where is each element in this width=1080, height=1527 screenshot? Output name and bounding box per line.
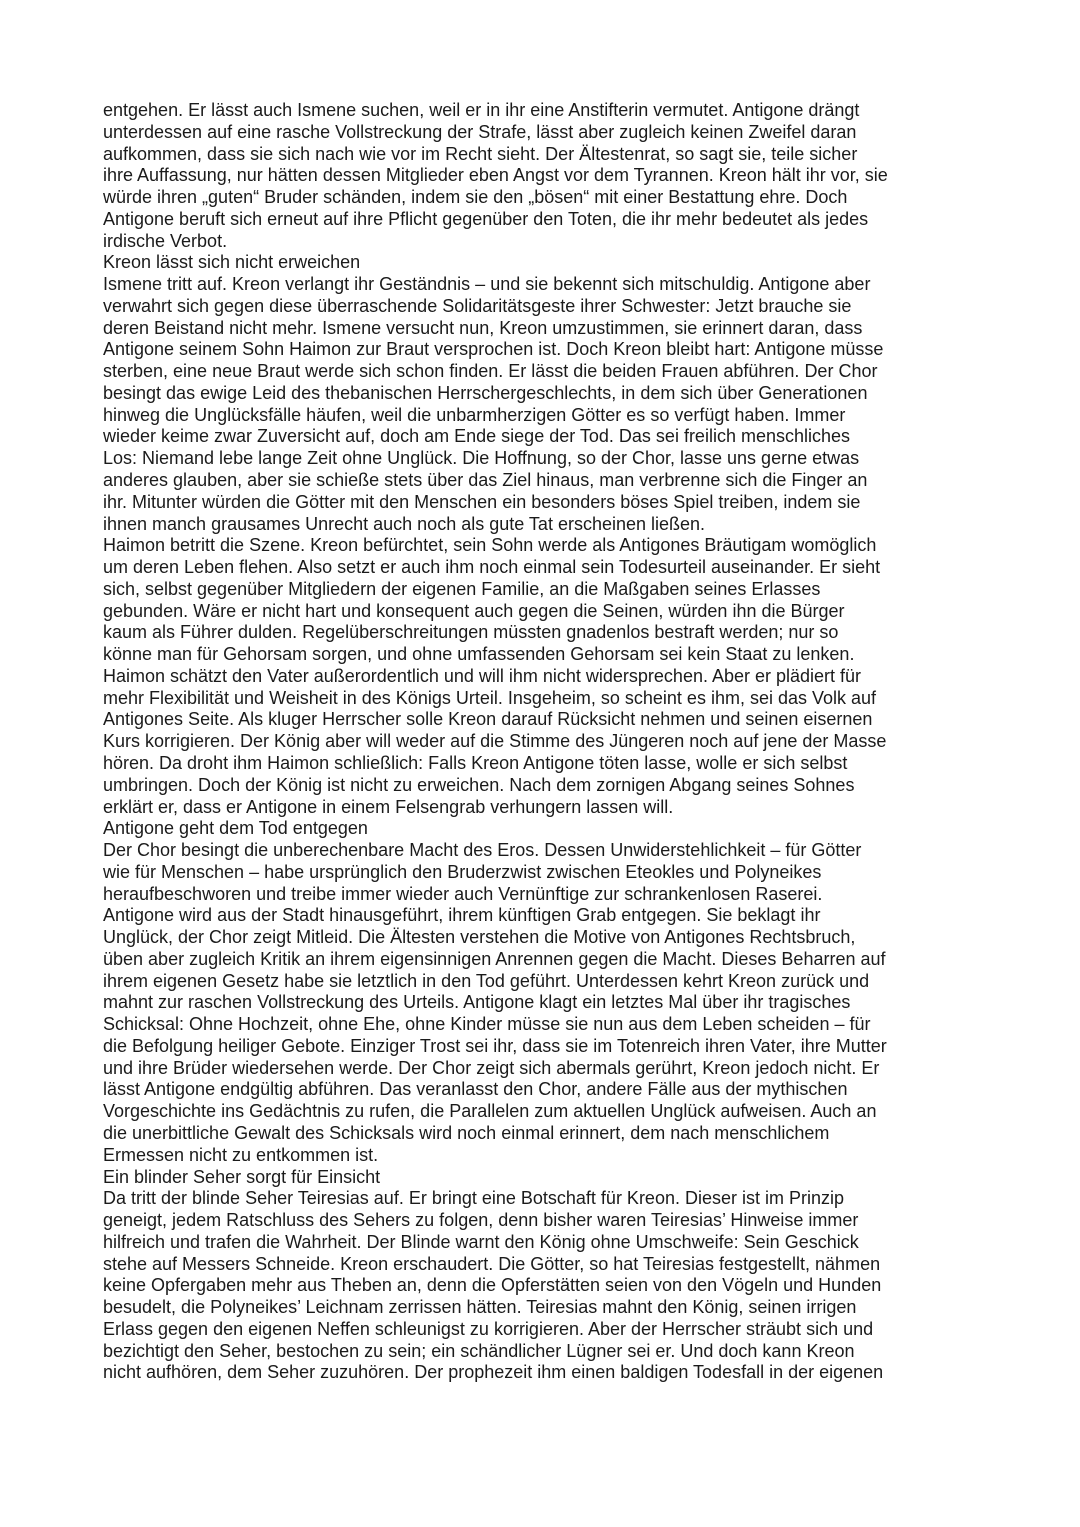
text-line: hinweg die Unglücksfälle häufen, weil die unbarmherzigen Götter es so verfügt haben. Immer: [103, 404, 846, 425]
text-line: mehr Flexibilität und Weisheit in des Königs Urteil. Insgeheim, so scheint es ihm, sei das Volk auf: [103, 687, 877, 708]
text-line: stehe auf Messers Schneide. Kreon erschaudert. Die Götter, so hat Teiresias festgestellt, nähmen: [103, 1253, 881, 1274]
text-line: und ihre Brüder wiedersehen werde. Der Chor zeigt sich abermals gerührt, Kreon jedoch nicht. Er: [103, 1057, 880, 1078]
text-line: Schicksal: Ohne Hochzeit, ohne Ehe, ohne Kinder müsse sie nun aus dem Leben scheiden – für: [103, 1014, 871, 1035]
text-line: geneigt, jedem Ratschluss des Sehers zu folgen, denn bisher waren Teiresias’ Hinweise immer: [103, 1210, 859, 1231]
text-line: Haimon betritt die Szene. Kreon befürchtet, sein Sohn werde als Antigones Bräutigam womöglich: [103, 535, 877, 556]
text-line: lässt Antigone endgültig abführen. Das veranlasst den Chor, andere Fälle aus der mythischen: [103, 1079, 848, 1100]
text-line: ihrem eigenen Gesetz habe sie letztlich in den Tod geführt. Unterdessen kehrt Kreon zurück und: [103, 970, 870, 991]
text-line: ihnen manch grausames Unrecht auch noch als gute Tat erscheinen ließen.: [103, 513, 706, 534]
text-line: hilfreich und trafen die Wahrheit. Der Blinde warnt den König ohne Umschweife: Sein Geschick: [103, 1231, 859, 1252]
text-line: heraufbeschworen und treibe immer wieder auch Vernünftige zur schrankenlosen Raserei.: [103, 883, 823, 904]
text-line: sich, selbst gegenüber Mitgliedern der eigenen Familie, an die Maßgaben seines Erlasses: [103, 578, 821, 599]
text-line: Der Chor besingt die unberechenbare Macht des Eros. Dessen Unwiderstehlichkeit – für Götter: [103, 840, 862, 861]
text-line: Ismene tritt auf. Kreon verlangt ihr Geständnis – und sie bekennt sich mitschuldig. Antigone aber: [103, 274, 871, 295]
text-line: Antigones Seite. Als kluger Herrscher solle Kreon darauf Rücksicht nehmen und seinen eisernen: [103, 709, 873, 730]
text-line: umbringen. Doch der König ist nicht zu erweichen. Nach dem zornigen Abgang seines Sohnes: [103, 774, 855, 795]
text-line: bezichtigt den Seher, bestochen zu sein; ein schändlicher Lügner sei er. Und doch kann Kreon: [103, 1340, 855, 1361]
text-line: Antigone geht dem Tod entgegen: [103, 818, 368, 839]
text-line: entgehen. Er lässt auch Ismene suchen, weil er in ihr eine Anstifterin vermutet. Antigone drängt: [103, 100, 860, 120]
text-line: Haimon schätzt den Vater außerordentlich und will ihm nicht widersprechen. Aber er plädiert für: [103, 665, 862, 686]
text-line: gebunden. Wäre er nicht hart und konsequent auch gegen die Seinen, würden ihn die Bürger: [103, 600, 845, 621]
text-line: anderes glauben, aber sie schieße stets über das Ziel hinaus, man verbrenne sich die Finger an: [103, 470, 868, 491]
text-line: sterben, eine neue Braut werde sich schon finden. Er lässt die beiden Frauen abführen. Der Chor: [103, 361, 878, 382]
text-line: irdische Verbot.: [103, 230, 228, 251]
text-line: unterdessen auf eine rasche Vollstreckung der Strafe, lässt aber zugleich keinen Zweifel daran: [103, 121, 857, 142]
text-line: Erlass gegen den eigenen Neffen schleunigst zu korrigieren. Aber der Herrscher sträubt sich und: [103, 1318, 874, 1339]
text-line: üben aber zugleich Kritik an ihrem eigensinnigen Anrennen gegen die Macht. Dieses Beharren auf: [103, 948, 886, 969]
text-line: hören. Da droht ihm Haimon schließlich: Falls Kreon Antigone töten lasse, wolle er sich selbst: [103, 752, 848, 773]
text-line: die unerbittliche Gewalt des Schicksals wird noch einmal erinnert, dem nach menschlichem: [103, 1122, 830, 1143]
text-line: mahnt zur raschen Vollstreckung des Urteils. Antigone klagt ein letztes Mal über ihr tragisches: [103, 992, 851, 1013]
text-line: die Befolgung heiliger Gebote. Einziger Trost sei ihr, dass sie im Totenreich ihren Vater, ihre Mutter: [103, 1035, 887, 1056]
text-line: würde ihren „guten“ Bruder schänden, indem sie den „bösen“ mit einer Bestattung ehre. Doch: [103, 187, 848, 208]
document-text: [103, 100, 983, 1384]
text-line: Los: Niemand lebe lange Zeit ohne Unglück. Die Hoffnung, so der Chor, lasse uns gerne etwas: [103, 448, 860, 469]
text-line: aufkommen, dass sie sich nach wie vor im Recht sieht. Der Ältestenrat, so sagt sie, teile sicher: [103, 143, 858, 164]
text-line: Vorgeschichte ins Gedächtnis zu rufen, die Parallelen zum aktuellen Unglück aufweisen. Auch an: [103, 1101, 877, 1122]
text-line: Ermessen nicht zu entkommen ist.: [103, 1144, 379, 1165]
text-line: Kurs korrigieren. Der König aber will weder auf die Stimme des Jüngeren noch auf jene der Masse: [103, 731, 887, 752]
text-line: besudelt, die Polyneikes’ Leichnam zerrissen hätten. Teiresias mahnt den König, seinen irrigen: [103, 1297, 857, 1318]
text-line: Unglück, der Chor zeigt Mitleid. Die Ältesten verstehen die Motive von Antigones Rechtsbruch,: [103, 927, 856, 948]
text-line: deren Beistand nicht mehr. Ismene versucht nun, Kreon umzustimmen, sie erinnert daran, dass: [103, 317, 863, 338]
text-line: besingt das ewige Leid des thebanischen Herrschergeschlechts, in dem sich über Generationen: [103, 382, 868, 403]
text-line: Ein blinder Seher sorgt für Einsicht: [103, 1166, 381, 1187]
text-line: wieder keime zwar Zuversicht auf, doch am Ende siege der Tod. Das sei freilich menschliches: [103, 426, 850, 447]
text-line: Antigone seinem Sohn Haimon zur Braut versprochen ist. Doch Kreon bleibt hart: Antigone müsse: [103, 339, 884, 360]
text-line: kaum als Führer dulden. Regelüberschreitungen müssten gnadenlos bestraft werden; nur so: [103, 622, 839, 643]
text-line: Antigone beruft sich erneut auf ihre Pflicht gegenüber den Toten, die ihr mehr bedeutet als jedes: [103, 208, 869, 229]
text-line: verwahrt sich gegen diese überraschende Solidaritätsgeste ihrer Schwester: Jetzt brauche sie: [103, 295, 852, 316]
text-line: wie für Menschen – habe ursprünglich den Bruderzwist zwischen Eteokles und Polyneikes: [103, 861, 822, 882]
text-line: nicht aufhören, dem Seher zuzuhören. Der prophezeit ihm einen baldigen Todesfall in der eigenen: [103, 1362, 884, 1383]
text-line: Da tritt der blinde Seher Teiresias auf. Er bringt eine Botschaft für Kreon. Dieser ist im Prinzip: [103, 1188, 844, 1209]
text-line: keine Opfergaben mehr aus Theben an, denn die Opferstätten seien von den Vögeln und Hunden: [103, 1275, 882, 1296]
text-line: ihre Auffassung, nur hätten dessen Mitglieder eben Angst vor dem Tyrannen. Kreon hält ihr vor, sie: [103, 165, 888, 186]
text-line: erklärt er, dass er Antigone in einem Felsengrab verhungern lassen will.: [103, 796, 674, 817]
text-line: Kreon lässt sich nicht erweichen: [103, 252, 361, 273]
text-line: ihr. Mitunter würden die Götter mit den Menschen ein besonders böses Spiel treiben, indem sie: [103, 491, 861, 512]
text-line: könne man für Gehorsam sorgen, und ohne umfassenden Gehorsam sei kein Staat zu lenken.: [103, 644, 855, 665]
text-line: um deren Leben flehen. Also setzt er auch ihm noch einmal sein Todesurteil auseinander. Er sieht: [103, 557, 881, 578]
text-line: Antigone wird aus der Stadt hinausgeführt, ihrem künftigen Grab entgegen. Sie beklagt ihr: [103, 905, 821, 926]
